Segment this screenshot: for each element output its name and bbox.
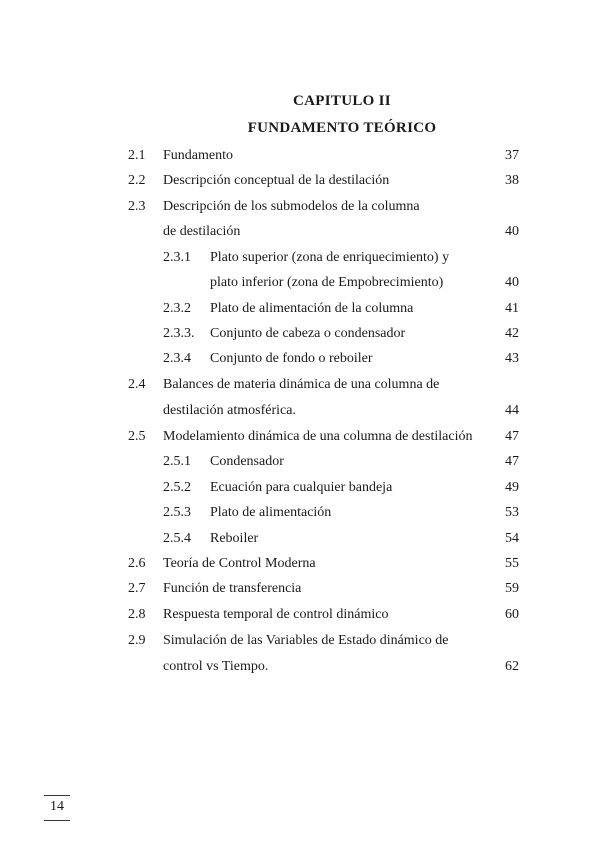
toc-entry-page: 38 (505, 173, 519, 188)
toc-entry-page: 44 (505, 403, 519, 418)
toc-entry-number: 2.3.3. (163, 326, 195, 341)
toc-entry-title: Reboiler (210, 531, 259, 546)
toc-entry-number: 2.9 (128, 633, 146, 648)
toc-entry-number: 2.6 (128, 556, 146, 571)
toc-entry-title: Plato de alimentación (210, 505, 332, 520)
footer-page-number: 14 (50, 799, 64, 814)
toc-entry-title: Condensador (210, 454, 284, 469)
toc-entry-page: 54 (505, 531, 519, 546)
toc-entry-number: 2.5.1 (163, 454, 191, 469)
toc-entry-title: control vs Tiempo. (163, 659, 269, 674)
toc-entry-title: destilación atmosférica. (163, 403, 296, 418)
toc-entry-title: Función de transferencia (163, 581, 302, 596)
toc-entry-page: 55 (505, 556, 519, 571)
toc-entry-page: 49 (505, 480, 519, 495)
chapter-label: CAPITULO II (293, 93, 391, 109)
toc-entry-page: 60 (505, 607, 519, 622)
toc-entry-page: 41 (505, 301, 519, 316)
toc-entry-page: 47 (505, 429, 519, 444)
toc-entry-page: 40 (505, 275, 519, 290)
toc-entry-title: Descripción de los submodelos de la columna (163, 199, 420, 214)
toc-entry-title: Conjunto de cabeza o condensador (210, 326, 406, 341)
footer-rule-top (44, 795, 70, 796)
toc-entry-page: 43 (505, 351, 519, 366)
toc-entry-title: Plato de alimentación de la columna (210, 301, 414, 316)
toc-entry-page: 40 (505, 224, 519, 239)
toc-entry-title: plato inferior (zona de Empobrecimiento) (210, 275, 444, 290)
toc-entry-number: 2.3 (128, 199, 146, 214)
toc-entry-page: 37 (505, 148, 519, 163)
toc-entry-number: 2.7 (128, 581, 146, 596)
toc-entry-title: Ecuación para cualquier bandeja (210, 480, 393, 495)
toc-entry-number: 2.3.2 (163, 301, 191, 316)
toc-entry-title: Fundamento (163, 148, 233, 163)
toc-entry-page: 47 (505, 454, 519, 469)
toc-entry-title: Plato superior (zona de enriquecimiento) y (210, 250, 450, 265)
toc-entry-number: 2.2 (128, 173, 146, 188)
toc-entry-title: Respuesta temporal de control dinámico (163, 607, 389, 622)
toc-entry-number: 2.5 (128, 429, 146, 444)
toc-entry-title: de destilación (163, 224, 241, 239)
toc-entry-number: 2.3.1 (163, 250, 191, 265)
toc-entry-number: 2.1 (128, 148, 146, 163)
toc-entry-page: 53 (505, 505, 519, 520)
toc-entry-number: 2.4 (128, 377, 146, 392)
toc-entry-title: Balances de materia dinámica de una columna de (163, 377, 440, 392)
toc-entry-number: 2.5.3 (163, 505, 191, 520)
footer-rule-bottom (44, 820, 70, 821)
toc-entry-title: Modelamiento dinámica de una columna de destilación (163, 429, 473, 444)
toc-entry-page: 59 (505, 581, 519, 596)
toc-entry-title: Conjunto de fondo o reboiler (210, 351, 373, 366)
toc-entry-page: 42 (505, 326, 519, 341)
chapter-title: FUNDAMENTO TEÓRICO (247, 120, 437, 136)
toc-entry-title: Simulación de las Variables de Estado dinámico de (163, 633, 449, 648)
toc-entry-number: 2.3.4 (163, 351, 191, 366)
toc-entry-number: 2.5.4 (163, 531, 191, 546)
toc-entry-title: Teoría de Control Moderna (163, 556, 316, 571)
toc-entry-page: 62 (505, 659, 519, 674)
toc-entry-number: 2.5.2 (163, 480, 191, 495)
toc-entry-title: Descripción conceptual de la destilación (163, 173, 390, 188)
toc-entry-number: 2.8 (128, 607, 146, 622)
